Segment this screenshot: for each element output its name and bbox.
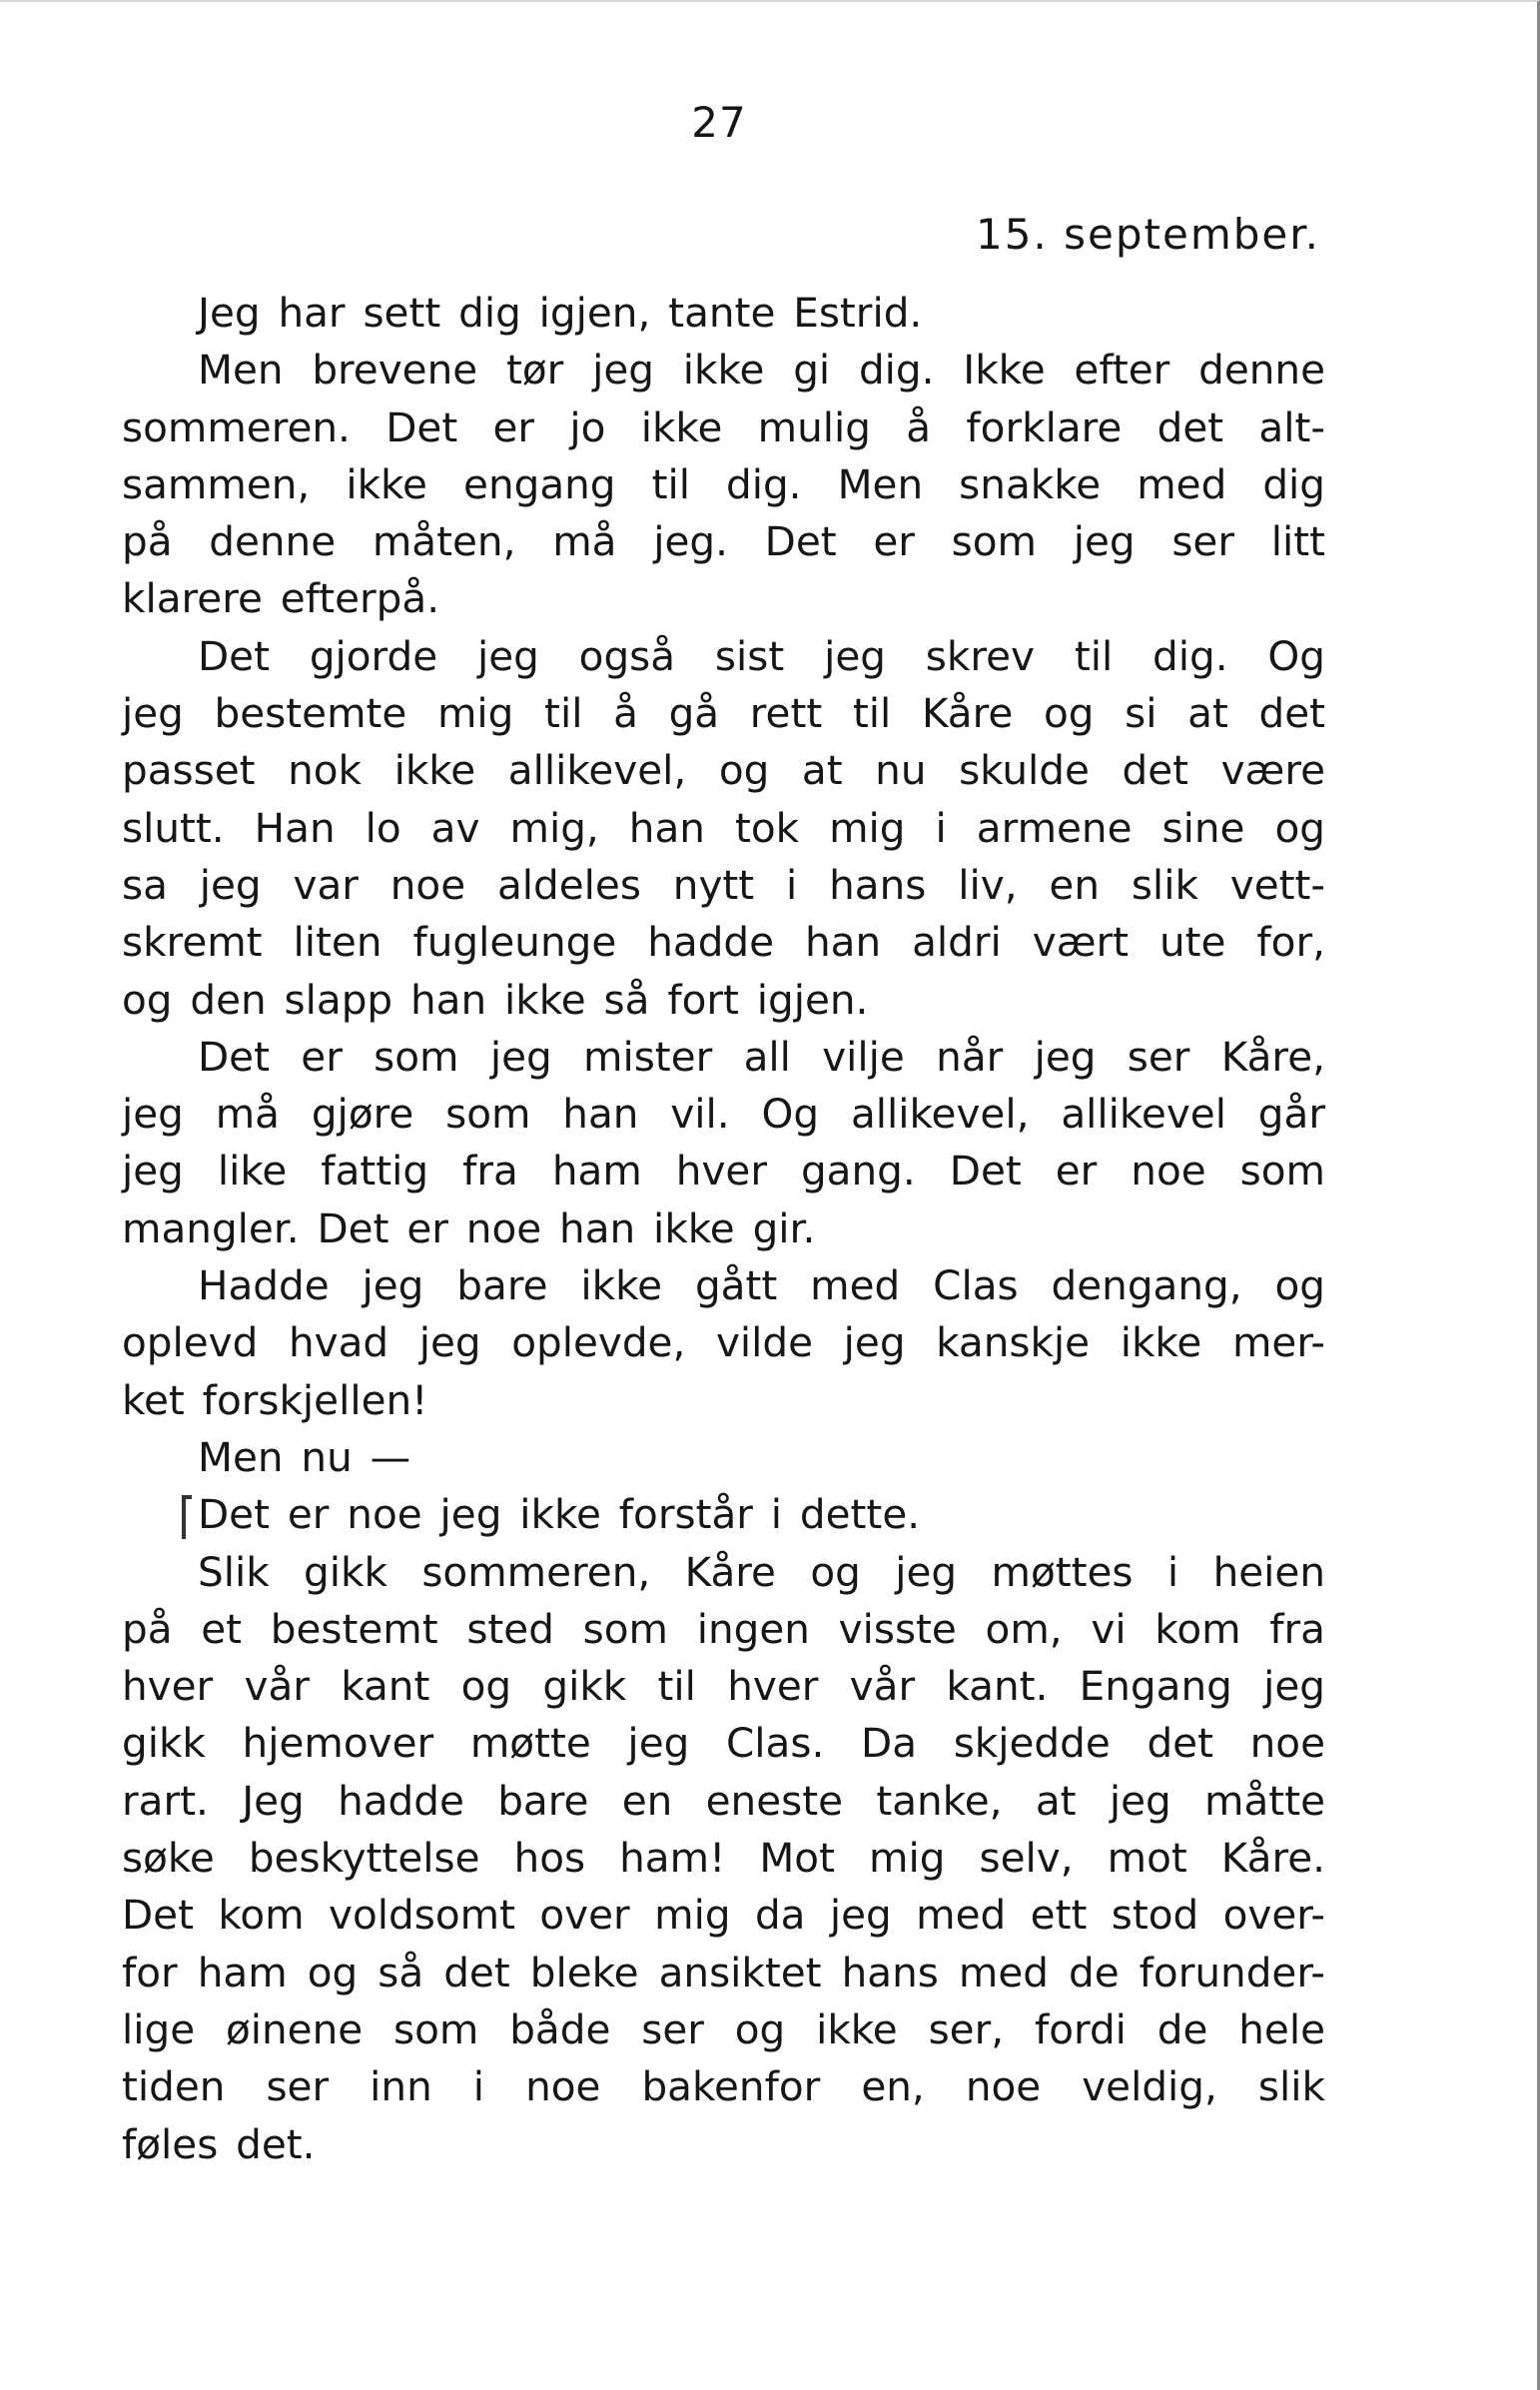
text-line: på et bestemt sted som ingen visste om, vi kom fra [122, 1604, 1325, 1653]
diary-date: 15. september. [975, 210, 1320, 259]
text-line: slutt. Han lo av mig, han tok mig i armene sine og [122, 803, 1325, 852]
text-line: Slik gikk sommeren, Kåre og jeg møttes i heien [198, 1547, 1325, 1596]
text-line: Jeg har sett dig igjen, tante Estrid. [198, 289, 923, 337]
text-line: mangler. Det er noe han ikke gir. [122, 1203, 816, 1252]
text-line: Det kom voldsomt over mig da jeg med ett stod over- [122, 1891, 1325, 1940]
text-line: hver vår kant og gikk til hver vår kant. Engang jeg [122, 1662, 1325, 1711]
text-line: skremt liten fugleunge hadde han aldri vært ute for, [122, 918, 1325, 967]
text-line: sommeren. Det er jo ikke mulig å forklare det alt- [122, 402, 1325, 451]
text-line: rart. Jeg hadde bare en eneste tanke, at jeg måtte [122, 1776, 1325, 1825]
page-number: 27 [691, 98, 747, 147]
text-line-content: Det er noe jeg ikke forstår i dette. [198, 1490, 921, 1539]
text-line: jeg like fattig fra ham hver gang. Det er noe som [122, 1147, 1325, 1195]
text-line: lige øinene som både ser og ikke ser, fordi de hele [122, 2004, 1325, 2053]
text-line: passet nok ikke allikevel, og at nu skulde det være [122, 746, 1325, 795]
text-line: sammen, ikke engang til dig. Men snakke med dig [122, 459, 1325, 508]
text-line: oplevd hvad jeg oplevde, vilde jeg kanskje ikke mer- [122, 1318, 1325, 1367]
text-line: og den slapp han ikke så fort igjen. [122, 975, 869, 1024]
text-line: jeg må gjøre som han vil. Og allikevel, allikevel går [122, 1090, 1325, 1139]
text-line: på denne måten, må jeg. Det er som jeg ser litt [122, 517, 1325, 566]
text-line: søke beskyttelse hos ham! Mot mig selv, mot Kåre. [122, 1834, 1325, 1883]
text-line [122, 1486, 1325, 1543]
text-line: Men nu — [198, 1432, 411, 1481]
text-line: ket forskjellen! [122, 1375, 428, 1424]
text-line: for ham og så det bleke ansiktet hans med de forunder- [122, 1948, 1325, 1996]
text-line: klarere efterpå. [122, 574, 440, 623]
text-line: sa jeg var noe aldeles nytt i hans liv, en slik vett- [122, 860, 1325, 909]
margin-bracket-icon [182, 1495, 192, 1539]
text-line: Det er som jeg mister all vilje når jeg ser Kåre, [198, 1032, 1325, 1081]
text-line: jeg bestemte mig til å gå rett til Kåre og si at det [122, 689, 1325, 738]
text-line: Men brevene tør jeg ikke gi dig. Ikke efter denne [198, 346, 1325, 395]
text-line: gikk hjemover møtte jeg Clas. Da skjedde det noe [122, 1719, 1325, 1768]
text-line: Hadde jeg bare ikke gått med Clas dengang, og [198, 1261, 1325, 1310]
body-text [122, 285, 1325, 2173]
text-line: føles det. [122, 2119, 316, 2168]
text-line: tiden ser inn i noe bakenfor en, noe veldig, slik [122, 2062, 1325, 2111]
text-line: Det gjorde jeg også sist jeg skrev til dig. Og [198, 631, 1325, 680]
